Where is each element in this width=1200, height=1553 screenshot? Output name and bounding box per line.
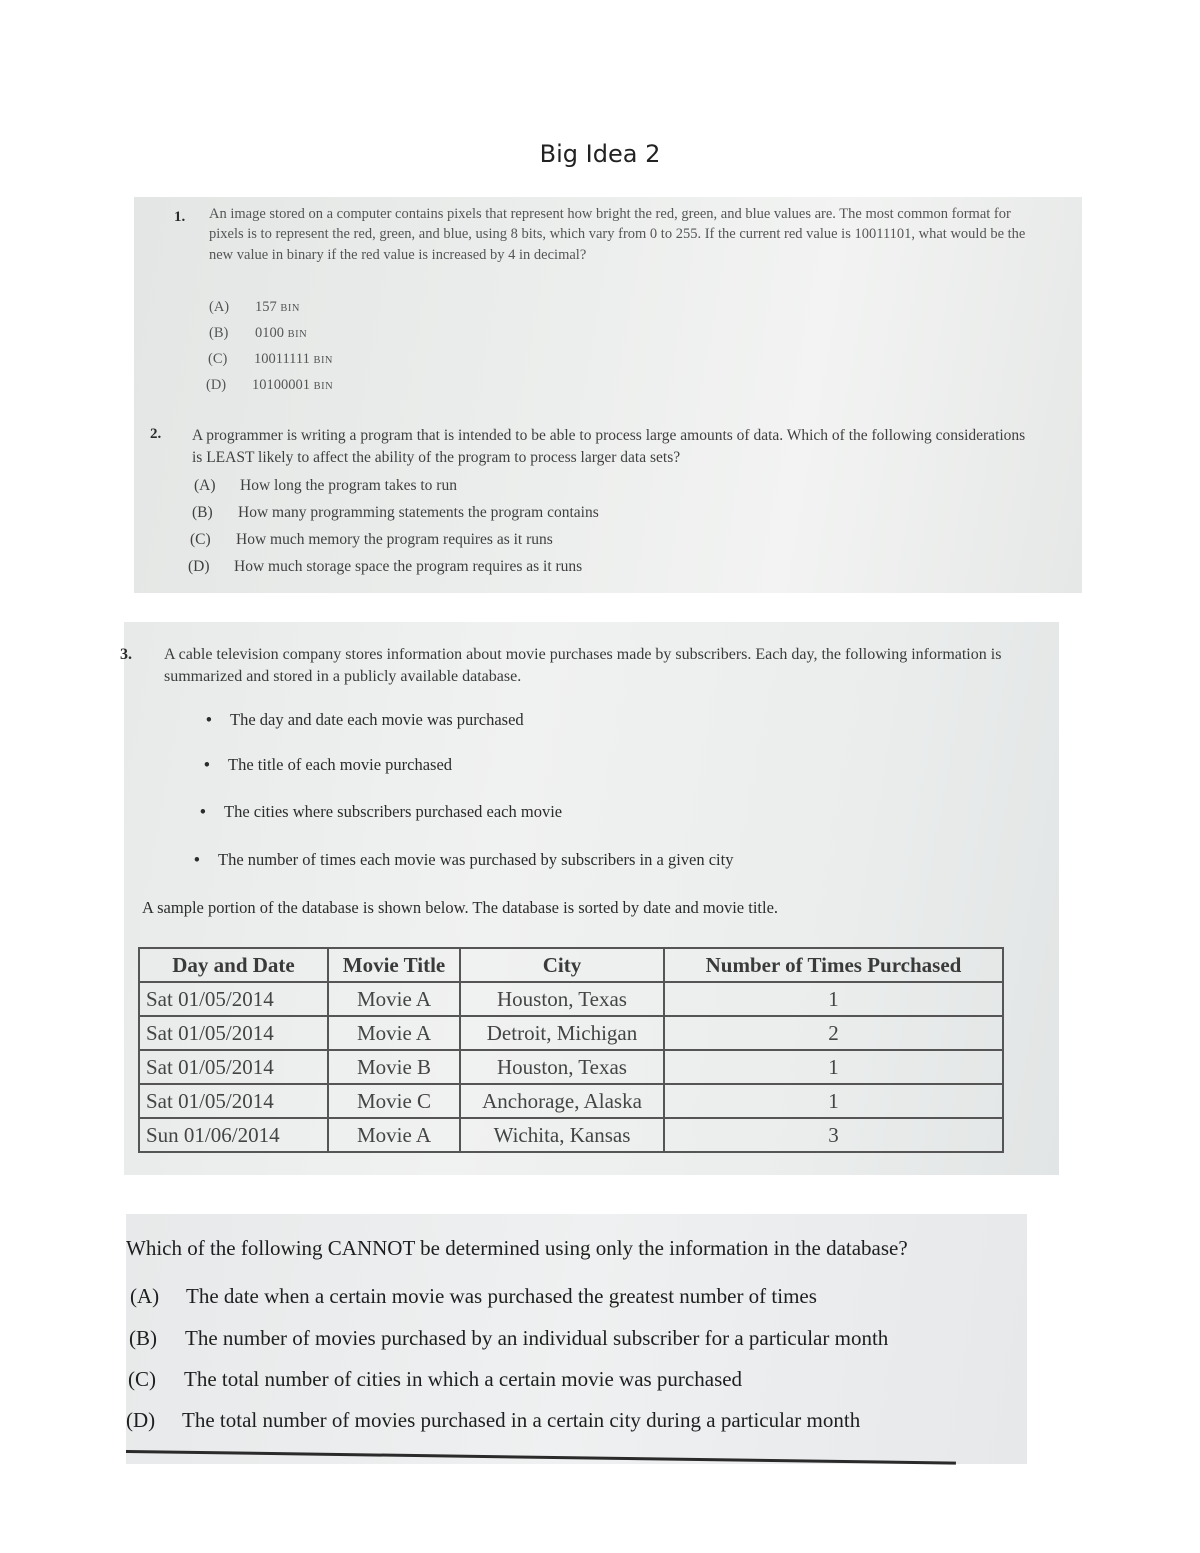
table-cell: 3 (664, 1118, 1003, 1152)
table-cell: Sun 01/06/2014 (139, 1118, 328, 1152)
question-number: 1. (174, 209, 186, 225)
option-unit: BIN (287, 329, 308, 340)
option-text: The date when a certain movie was purchased the greatest number of times (186, 1284, 817, 1308)
bullet-icon: • (204, 755, 210, 774)
option-value: 10100001 (252, 377, 310, 393)
option-text: How many programming statements the program contains (238, 504, 599, 521)
table-row (139, 1016, 1003, 1050)
answer-option[interactable] (194, 477, 457, 495)
page-title: Big Idea 2 (539, 140, 661, 168)
table-cell: 1 (664, 1050, 1003, 1084)
option-letter: (C) (190, 531, 211, 548)
option-text: The total number of movies purchased in a certain city during a particular month (182, 1408, 861, 1432)
option-letter: (D) (206, 377, 227, 393)
option-letter: (C) (208, 351, 228, 367)
question-text: A cable television company stores information about movie purchases made by subscribers. Each day, the following information is summarized and stored in a publicly available database. (164, 646, 1002, 686)
database-table (138, 947, 1004, 1153)
table-cell: Movie A (328, 1016, 460, 1050)
table-cell: Houston, Texas (460, 982, 664, 1016)
bullet-item: • The number of times each movie was purchased by subscribers in a given city (194, 850, 734, 869)
question-photo-1 (134, 197, 1082, 593)
question-photo-2 (120, 622, 1059, 1175)
bullet-item: • The title of each movie purchased (204, 755, 453, 774)
option-text: The number of movies purchased by an individual subscriber for a particular month (185, 1326, 889, 1350)
column-header: Number of Times Purchased (664, 948, 1003, 982)
option-text: The total number of cities in which a certain movie was purchased (184, 1367, 743, 1391)
option-value: 0100 (255, 325, 284, 341)
option-value: 10011111 (254, 351, 310, 367)
answer-option[interactable] (190, 531, 553, 549)
question-number: 3. (120, 646, 132, 663)
column-header: Movie Title (328, 948, 460, 982)
answer-option[interactable] (188, 558, 582, 576)
option-text: How long the program takes to run (240, 477, 457, 494)
option-unit: BIN (313, 355, 333, 366)
table-row (139, 982, 1003, 1016)
column-header: Day and Date (139, 948, 328, 982)
answer-option[interactable] (192, 504, 599, 522)
table-row (139, 1118, 1003, 1152)
table-cell: Movie B (328, 1050, 460, 1084)
column-header: City (460, 948, 664, 982)
table-cell: 2 (664, 1016, 1003, 1050)
answer-option[interactable] (206, 377, 333, 394)
bullet-item: • The cities where subscribers purchased each movie (200, 802, 563, 821)
answer-option[interactable] (129, 1326, 888, 1351)
option-letter: (A) (130, 1284, 160, 1308)
bullet-icon: • (206, 710, 212, 729)
sample-note: A sample portion of the database is shown below. The database is sorted by date and movie title. (142, 898, 779, 917)
table-cell: 1 (664, 1084, 1003, 1118)
table-header-row (139, 948, 1003, 982)
question-text: An image stored on a computer contains pixels that represent how bright the red, green, and blue values are. The most common format for pixels is to represent the red, green, and blue, using 8 bits, which vary from 0 to 255. If the current red value is 10011101, what would be the new value in binary if the red value is increased by 4 in decimal? (209, 206, 1026, 263)
table-cell: Houston, Texas (460, 1050, 664, 1084)
table-cell: Sat 01/05/2014 (139, 982, 328, 1016)
answer-option[interactable] (209, 299, 300, 316)
answer-option[interactable] (130, 1284, 817, 1309)
table-row (139, 1084, 1003, 1118)
table-cell: Sat 01/05/2014 (139, 1050, 328, 1084)
table-cell: Movie C (328, 1084, 460, 1118)
option-letter: (A) (209, 299, 230, 315)
answer-option[interactable] (126, 1408, 860, 1433)
option-text: How much memory the program requires as it runs (236, 531, 553, 548)
table-cell: Sat 01/05/2014 (139, 1084, 328, 1118)
option-letter: (B) (209, 325, 229, 341)
table-cell: Wichita, Kansas (460, 1118, 664, 1152)
table-cell: Sat 01/05/2014 (139, 1016, 328, 1050)
question-photo-3 (126, 1214, 1027, 1464)
option-letter: (A) (194, 477, 216, 494)
answer-option[interactable] (128, 1367, 742, 1392)
option-letter: (D) (126, 1408, 156, 1432)
bullet-icon: • (200, 802, 206, 821)
underline-divider (126, 1450, 956, 1465)
answer-option[interactable] (208, 351, 333, 368)
option-letter: (B) (192, 504, 213, 521)
option-unit: BIN (280, 303, 300, 314)
question-prompt: Which of the following CANNOT be determined using only the information in the database? (126, 1236, 908, 1260)
option-letter: (B) (129, 1326, 157, 1350)
table-cell: Movie A (328, 1118, 460, 1152)
option-text: How much storage space the program requires as it runs (234, 558, 583, 575)
table-cell: Detroit, Michigan (460, 1016, 664, 1050)
table-cell: Anchorage, Alaska (460, 1084, 664, 1118)
table-row (139, 1050, 1003, 1084)
option-letter: (D) (188, 558, 210, 575)
option-value: 157 (255, 299, 277, 315)
table-cell: Movie A (328, 982, 460, 1016)
question-number: 2. (150, 426, 162, 442)
bullet-item: • The day and date each movie was purchased (206, 710, 524, 729)
answer-option[interactable] (209, 325, 307, 342)
option-letter: (C) (128, 1367, 156, 1391)
question-text: A programmer is writing a program that is intended to be able to process large amounts of data. Which of the following considerations is LEAST likely to affect the ability of the program to process larger data sets? (192, 427, 1026, 466)
bullet-icon: • (194, 850, 200, 869)
table-cell: 1 (664, 982, 1003, 1016)
option-unit: BIN (313, 381, 334, 392)
